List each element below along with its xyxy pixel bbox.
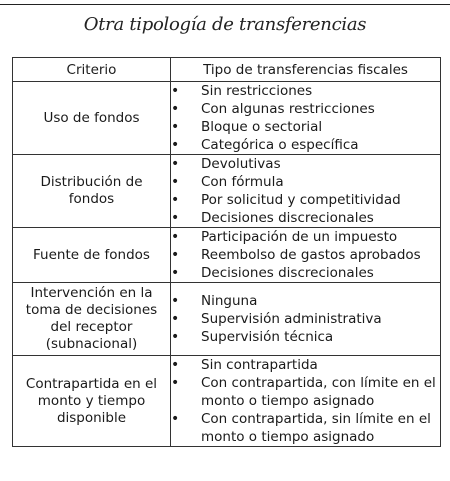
header-tipo: Tipo de transferencias fiscales: [171, 58, 441, 82]
transfer-typology-table: [12, 57, 441, 447]
list-item: • Decisiones discrecionales: [171, 209, 440, 227]
list-item: • Participación de un impuesto: [171, 228, 440, 246]
table-row: [13, 356, 441, 447]
list-item: • Con fórmula: [171, 173, 440, 191]
list-item: • Ninguna: [171, 292, 440, 310]
list-item: • Con contrapartida, sin límite en el monto o tiempo asignado: [171, 410, 440, 446]
list-item: • Supervisión administrativa: [171, 310, 440, 328]
table-row: [13, 228, 441, 283]
list-item: • Sin contrapartida: [171, 356, 440, 374]
list-item: • Con contrapartida, con límite en el monto o tiempo asignado: [171, 374, 440, 410]
items-cell: [171, 228, 441, 283]
items-cell: [171, 82, 441, 155]
items-cell: [171, 356, 441, 447]
list-item: • Devolutivas: [171, 155, 440, 173]
top-rule: [0, 4, 450, 5]
header-row: [13, 58, 441, 82]
items-cell: [171, 155, 441, 228]
list-item: • Reembolso de gastos aprobados: [171, 246, 440, 264]
criterion-cell: Distribución de fondos: [13, 155, 171, 228]
items-list: [171, 356, 440, 446]
items-list: [171, 82, 440, 154]
items-list: [171, 155, 440, 227]
table-row: [13, 155, 441, 228]
list-item: • Bloque o sectorial: [171, 118, 440, 136]
items-cell: [171, 283, 441, 356]
list-item: • Sin restricciones: [171, 82, 440, 100]
items-list: [171, 292, 440, 346]
table-row: [13, 283, 441, 356]
criterion-cell: Contrapartida en el monto y tiempo disponible: [13, 356, 171, 447]
list-item: • Decisiones discrecionales: [171, 264, 440, 282]
list-item: • Supervisión técnica: [171, 328, 440, 346]
list-item: • Por solicitud y competitividad: [171, 191, 440, 209]
list-item: • Con algunas restricciones: [171, 100, 440, 118]
criterion-cell: Uso de fondos: [13, 82, 171, 155]
table-title: Otra tipología de transferencias: [83, 14, 367, 35]
criterion-cell: Fuente de fondos: [13, 228, 171, 283]
table-row: [13, 82, 441, 155]
header-criterio: Criterio: [13, 58, 171, 82]
list-item: • Categórica o específica: [171, 136, 440, 154]
items-list: [171, 228, 440, 282]
criterion-cell: Intervención en la toma de decisiones del receptor (subnacional): [13, 283, 171, 356]
